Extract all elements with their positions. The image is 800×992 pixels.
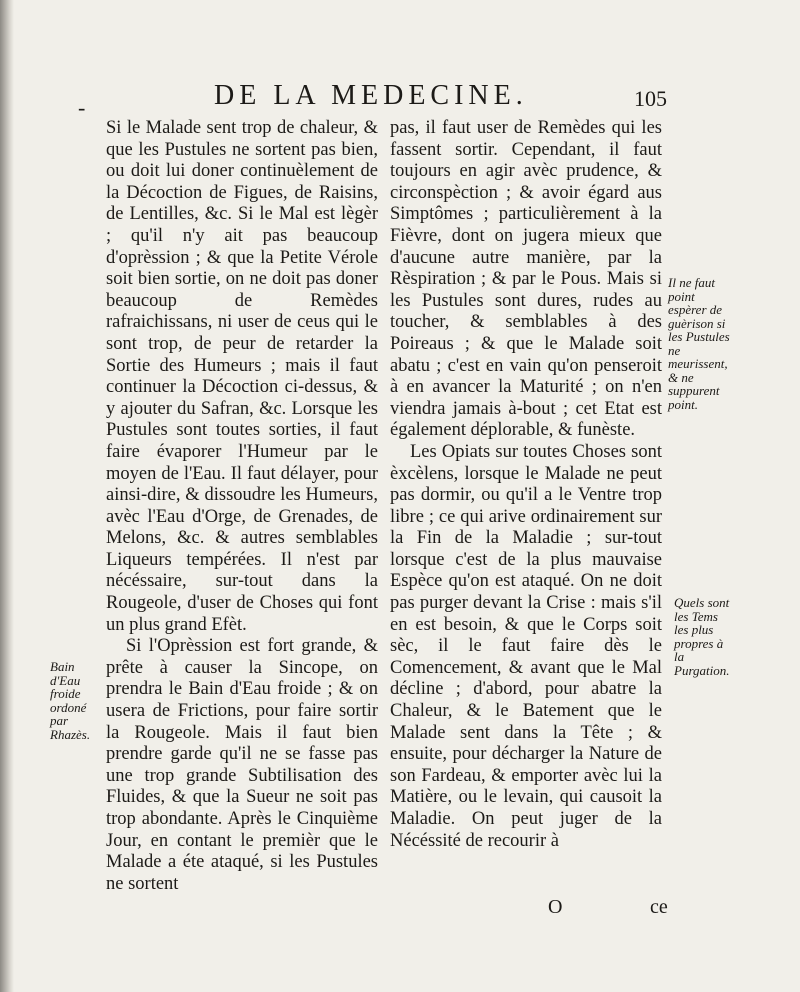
catchword: ce [650,896,668,918]
running-head: DE LA MEDECINE. [214,80,528,111]
margin-note-left: Bain d'Eau froide ordoné par Rhazès. [50,659,91,742]
page-gutter-shadow [0,0,14,992]
paragraph: Si le Malade sent trop de chaleur, & que les Pustules ne sortent pas bien, ou doit lui doner continuèlement de la Décoction de Figues, de Raisins, de Lentilles, &c. Si le Mal est lègèr ; qu'il n'y ait pas beaucoup d'oprèssion ; & que la Petite Vérole soit bien sortie, on ne doit pas doner beaucoup de Remèdes rafraichissans, ni user de ceus qui le sont trop, de peur de retarder la Sortie des Humeurs ; mais il faut continuer la Décoction ci-dessus, & y ajouter du Safran, &c. Lorsque les Pustules sont toutes sorties, il faut faire évaporer l'Humeur par le moyen de l'Eau. Il faut délayer, pour ainsi-dire, & dissoudre les Humeurs, avèc l'Eau d'Orge, de Grenades, de Melons, &c. & autres semblables Liqueurs tempérées. Il n'est par nécéssaire, sur-tout dans la Rougeole, d'user de Choses qui font un plus grand Efèt. [106,118,378,635]
signature-mark: O [548,896,563,918]
paragraph: pas, il faut user de Remèdes qui les fassent sortir. Cependant, il faut toujours en agir avèc prudence, & circonspèction ; & avoir égard aus Simptômes ; particulièrement à la Fièvre, dont on jugera mieux que d'aucune autre manière, par la Rèspiration ; & par le Pous. Mais si les Pustules sont dures, rudes au toucher, & semblables à des Poireaus ; & que le Malade soit abatu ; c'est en vain qu'on penseroit à en avancer la Maturité ; on n'en viendra jamais à-bout ; cet Etat est également déplorable, & funèste. [390,118,662,441]
margin-note-right: Quels sont les Tems les plus propres à la Purgation. [674,595,730,678]
right-column [390,118,662,852]
margin-note-right: Il ne faut point espèrer de guèrison si les Pustules ne meurissent, & ne suppurent point. [668,275,730,412]
paragraph: Si l'Oprèssion est fort grande, & prête à causer la Sincope, on prendra le Bain d'Eau froide ; & on usera de Frictions, pour faire sortir la Rougeole. Mais il faut bien prendre garde qu'il ne se fasse pas une trop grande Subtilisation des Fluides, & que la Sueur ne soit pas trop abondante. Après le Cinquième Jour, en contant le premièr que le Malade a éte ataqué, si les Pustules ne sortent [106,636,378,894]
paragraph: Les Opiats sur toutes Choses sont èxcèlens, lorsque le Malade ne peut pas dormir, ou qu'il a le Ventre trop libre ; ce qui arive ordinairement sur la Fin de la Maladie ; sur-tout lorsque c'est de la plus mauvaise Espèce qu'on est ataqué. On ne doit pas purger devant la Crise : mais s'il en est besoin, & que le Corps soit sèc, il le faut faire dès le Comencement, & avant que le Mal décline ; d'abord, pour abatre la Chaleur, & le Batement que le Malade sent dans la Tête ; & ensuite, pour décharger la Nature de son Fardeau, & emporter avèc lui la Matière, ou le levain, qui causoit la Maladie. On peut juger de la Nécéssité de recourir à [390,441,662,851]
head-mark: - [78,95,86,120]
page-number: 105 [634,86,667,111]
left-column [106,118,378,895]
